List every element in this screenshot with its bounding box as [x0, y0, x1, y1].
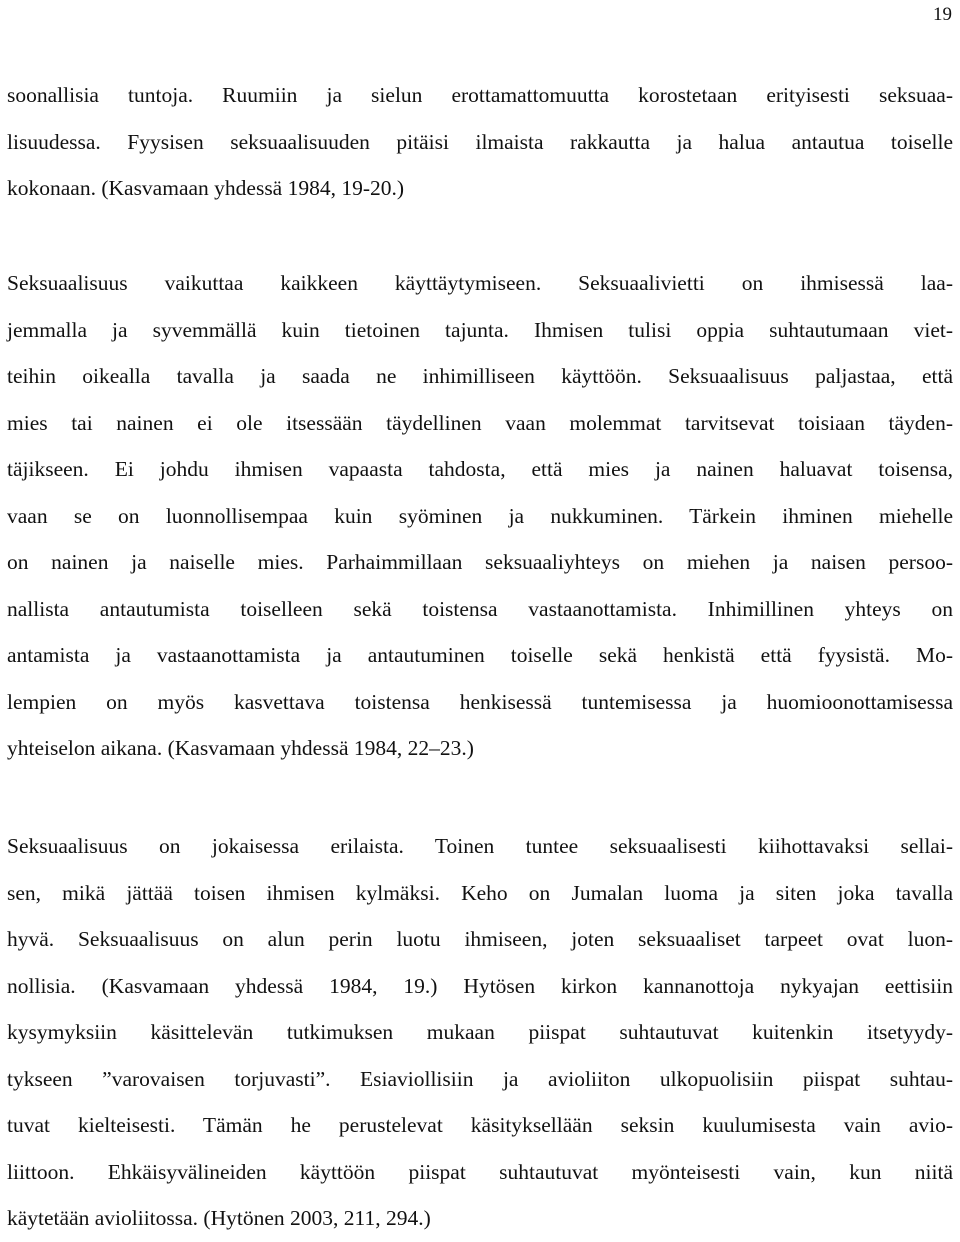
- text-line: sen, mikä jättää toisen ihmisen kylmäksi. Keho on Jumalan luoma ja siten joka tavalla: [7, 880, 953, 905]
- text-line: Seksuaalisuus vaikuttaa kaikkeen käyttäytymiseen. Seksuaalivietti on ihmisessä laa-: [7, 271, 953, 295]
- text-line: vaan se on luonnollisempaa kuin syöminen ja nukkuminen. Tärkein ihminen miehelle: [7, 503, 953, 528]
- paragraph-3: [7, 823, 953, 1242]
- text-line: mies tai nainen ei ole itsessään täydellinen vaan molemmat tarvitsevat toisiaan täyden-: [7, 410, 953, 435]
- text-line: tuvat kielteisesti. Tämän he perustelevat käsityksellään seksin kuulumisesta vain avio-: [7, 1113, 953, 1137]
- page-number: 19: [933, 4, 952, 25]
- paragraph-2: [7, 260, 953, 772]
- text-line: on nainen ja naiselle mies. Parhaimmillaan seksuaaliyhteys on miehen ja naisen persoo-: [7, 550, 953, 574]
- text-line: liittoon. Ehkäisyvälineiden käyttöön piispat suhtautuvat myönteisesti vain, kun niitä: [7, 1159, 953, 1184]
- text-line: nallista antautumista toiselleen sekä toistensa vastaanottamista. Inhimillinen yhteys on: [7, 596, 953, 621]
- text-line: antamista ja vastaanottamista ja antautuminen toiselle sekä henkistä että fyysistä. Mo-: [7, 643, 953, 667]
- text-line: täjikseen. Ei johdu ihmisen vapaasta tahdosta, että mies ja nainen haluavat toisensa,: [7, 457, 953, 481]
- text-line: lempien on myös kasvettava toistensa henkisessä tuntemisessa ja huomioonottamisessa: [7, 689, 953, 714]
- paragraph-1: [7, 72, 953, 212]
- text-line: tykseen ”varovaisen torjuvasti”. Esiaviollisiin ja avioliiton ulkopuolisiin piispat suhtau-: [7, 1066, 953, 1091]
- text-line: kysymyksiin käsittelevän tutkimuksen mukaan piispat suhtautuvat kuitenkin itsetyydy-: [7, 1020, 953, 1044]
- text-line: nollisia. (Kasvamaan yhdessä 1984, 19.) Hytösen kirkon kannanottoja nykyajan eettisiin: [7, 973, 953, 998]
- text-line: jemmalla ja syvemmällä kuin tietoinen tajunta. Ihmisen tulisi oppia suhtautumaan viet-: [7, 317, 953, 342]
- text-line: yhteiselon aikana. (Kasvamaan yhdessä 1984, 22–23.): [7, 736, 474, 760]
- text-line: soonallisia tuntoja. Ruumiin ja sielun erottamattomuutta korostetaan erityisesti seksuaa-: [7, 83, 953, 107]
- text-line: Seksuaalisuus on jokaisessa erilaista. Toinen tuntee seksuaalisesti kiihottavaksi sellai-: [7, 834, 953, 858]
- text-line: kokonaan. (Kasvamaan yhdessä 1984, 19-20.): [7, 176, 405, 200]
- text-line: lisuudessa. Fyysisen seksuaalisuuden pitäisi ilmaista rakkautta ja halua antautua toiselle: [7, 129, 953, 154]
- text-line: teihin oikealla tavalla ja saada ne inhimilliseen käyttöön. Seksuaalisuus paljastaa, että: [7, 364, 953, 388]
- text-line: käytetään avioliitossa. (Hytönen 2003, 211, 294.): [7, 1206, 431, 1230]
- text-line: hyvä. Seksuaalisuus on alun perin luotu ihmiseen, joten seksuaaliset tarpeet ovat luon-: [7, 927, 953, 951]
